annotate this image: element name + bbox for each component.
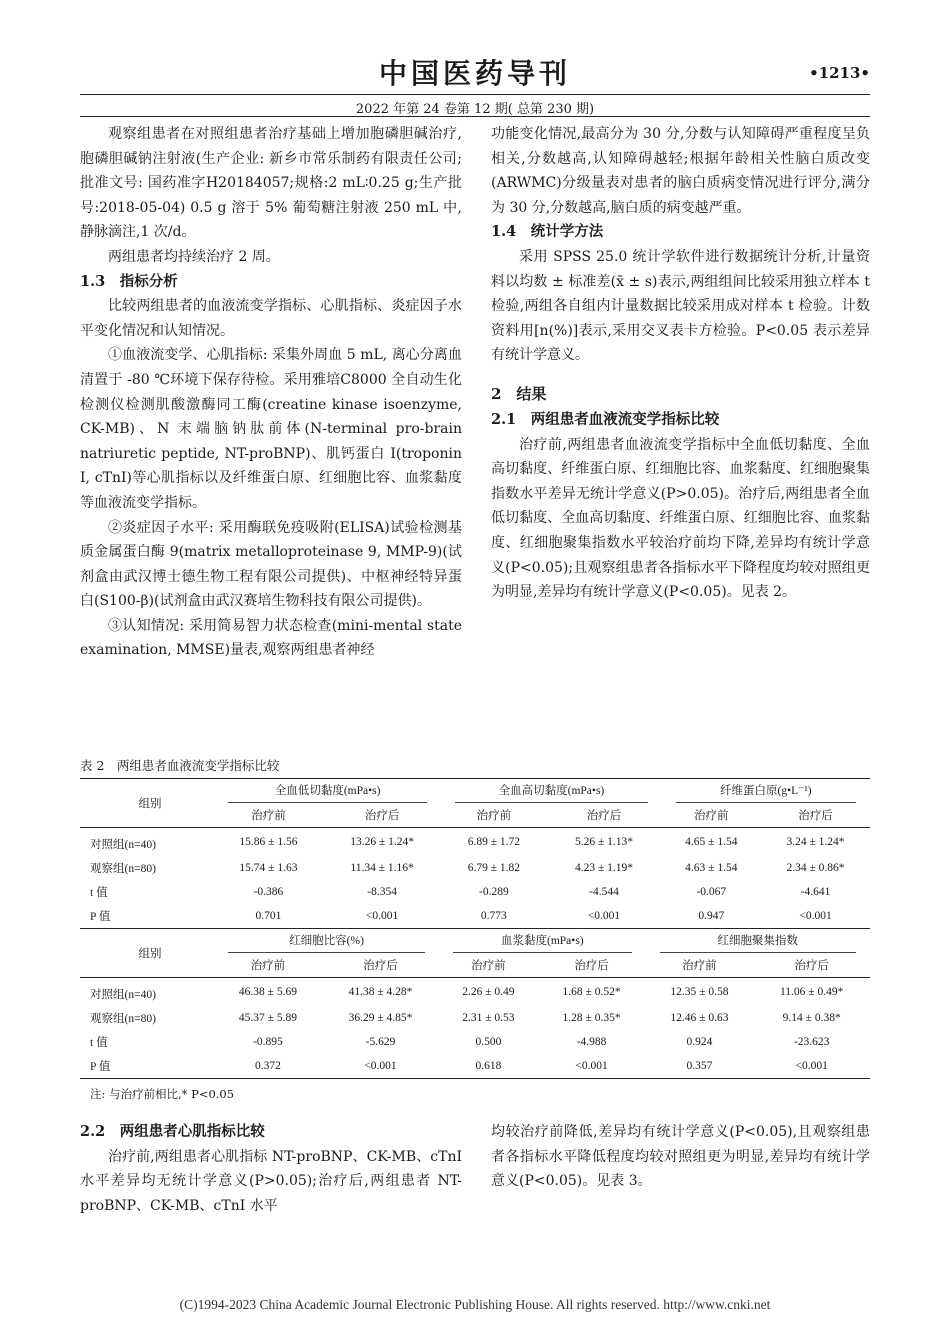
lower-right-column [491,1120,870,1194]
header-rule [80,94,870,95]
column-subheader: 治疗前 [214,803,323,828]
table-row [80,978,870,1007]
table-cell: 13.26 ± 1.24* [350,836,415,848]
table-cell: -0.895 [253,1036,283,1048]
column-group-header: 红细胞比容(%) [228,930,425,953]
column-group-header: 纤维蛋白原(g•L⁻¹) [676,780,856,803]
paragraph: 治疗前,两组患者血液流变学指标中全血低切黏度、全血高切黏度、纤维蛋白原、红细胞比容、血浆黏度、红细胞聚集指数水平差异无统计学意义(P>0.05)。治疗后,两组患者全血低切黏度、全血高切黏度、纤维蛋白原、红细胞比容、血浆黏度、红细胞聚集指数水平较治疗前均下降,差异均有统计学意义(P<0.05);且观察组患者各指标水平下降程度均较对照组更为明显,差异均有统计学意义(P<0.05)。见表 2。 [491,436,870,601]
table-cell: 11.06 ± 0.49* [779,986,844,998]
table-cell: 12.35 ± 0.58 [670,986,729,998]
table-cell: <0.001 [753,1054,870,1079]
group-header: 组别 [80,779,214,828]
row-label: 对照组(n=40) [90,989,156,1001]
table-cell: -8.354 [367,886,397,898]
row-label: P 值 [80,904,214,929]
table-cell: <0.001 [761,904,870,929]
table-cell: -4.544 [589,886,619,898]
table-cell: 2.26 ± 0.49 [462,986,515,998]
paragraph: ②炎症因子水平: 采用酶联免疫吸附(ELISA)试验检测基质金属蛋白酶 9(matrix metalloproteinase 9, MMP-9)(试剂盒由武汉博士德生物工程有限公司提供)、中枢神经特异蛋白(S100-β)(试剂盒由武汉赛培生物科技有限公司提供)。 [80,519,462,610]
table-cell: 0.618 [439,1054,537,1079]
column-subheader: 治疗后 [546,803,661,828]
table-cell: 3.24 ± 1.24* [786,836,845,848]
table-cell: 0.924 [686,1036,713,1048]
paragraph: 功能变化情况,最高分为 30 分,分数与认知障碍严重程度呈负相关,分数越高,认知障碍越轻;根据年龄相关性脑白质改变(ARWMC)分级量表对患者的脑白质病变情况进行评分,满分为 30 分,分数越高,脑白质的病变越严重。 [491,126,870,216]
issue-line: 2022 年第 24 卷第 12 期( 总第 230 期) [355,102,595,117]
paragraph: 两组患者均持续治疗 2 周。 [108,248,280,265]
table-cell: 9.14 ± 0.38* [782,1012,841,1024]
table-cell: 0.947 [662,904,761,929]
right-column [491,122,870,605]
section-heading: 1.3 指标分析 [80,272,178,290]
section-heading: 2 结果 [491,384,547,403]
table-row [80,856,870,880]
table-cell: 15.86 ± 1.56 [239,836,298,848]
column-group-header: 全血高切黏度(mPa•s) [455,780,647,803]
table-cell: 2.31 ± 0.53 [462,1012,515,1024]
table-cell: 11.34 ± 1.16* [350,862,414,874]
table-cell: <0.001 [538,1054,646,1079]
section-heading: 1.4 统计学方法 [491,223,604,241]
left-column [80,122,462,663]
paragraph: 观察组患者在对照组患者治疗基础上增加胞磷胆碱治疗,胞磷胆碱钠注射液(生产企业: 新乡市常乐制药有限责任公司; 批准文号: 国药准字H20184057;规格:2 mL∶0.25 g;生产批号:2018-05-04) 0.5 g 溶于 5% 葡萄糖注射液 250 mL 中,静脉滴注,1 次/d。 [80,126,462,241]
table-cell: 0.701 [214,904,323,929]
table-row [80,828,870,857]
table2-block-2 [80,928,870,1079]
journal-title: 中国医药导刊 [378,57,571,90]
table-cell: 1.68 ± 0.52* [562,986,621,998]
row-label: 观察组(n=80) [90,863,156,875]
table-cell: 0.372 [214,1054,322,1079]
table-cell: -0.289 [479,886,509,898]
table-cell: <0.001 [323,904,441,929]
column-subheader: 治疗后 [753,953,870,978]
paragraph: 采用 SPSS 25.0 统计学软件进行数据统计分析,计量资料以均数 ± 标准差(x̄ ± s)表示,两组组间比较采用独立样本 t 检验,两组各自组内计量数据比较采用成对样本 t 检验。计数资料用[n(%)]表示,采用交叉表卡方检验。P<0.05 表示差异有统计学意义。 [491,248,870,364]
table-cell: 4.23 ± 1.19* [574,862,634,874]
section-heading: 2.1 两组患者血液流变学指标比较 [491,410,720,428]
paragraph: ③认知情况: 采用简易智力状态检查(mini-mental state examination, MMSE)量表,观察两组患者神经 [80,617,462,659]
table-cell: 46.38 ± 5.69 [238,986,297,998]
row-label: t 值 [90,887,108,899]
table-cell: 45.37 ± 5.89 [238,1012,297,1024]
column-subheader: 治疗后 [761,803,870,828]
section-heading: 2.2 两组患者心肌指标比较 [80,1123,265,1140]
table-cell: 6.79 ± 1.82 [467,862,521,874]
paragraph: 治疗前,两组患者心肌指标 NT-proBNP、CK-MB、cTnI 水平差异均无统计学意义(P>0.05);治疗后,两组患者 NT-proBNP、CK-MB、cTnI 水平 [80,1148,462,1214]
table-cell: 1.28 ± 0.35* [562,1012,621,1024]
table-cell: -4.641 [800,886,831,898]
group-header: 组别 [80,929,214,978]
header-rule-lower [80,116,870,117]
table-row [80,904,870,929]
table-cell: 0.500 [475,1036,502,1048]
table-cell: 12.46 ± 0.63 [670,1012,729,1024]
table-cell: 2.34 ± 0.86* [786,862,845,874]
table-caption: 表 2 两组患者血液流变学指标比较 [80,758,280,773]
table-row [80,880,870,904]
copyright-footer: (C)1994-2023 China Academic Journal Electronic Publishing House. All rights reserved. http://www.cnki.net [179,1297,771,1312]
table-note: 注: 与治疗前相比,* P<0.05 [90,1087,235,1101]
paragraph: 比较两组患者的血液流变学指标、心肌指标、炎症因子水平变化情况和认知情况。 [80,298,462,339]
table-row [80,1030,870,1054]
column-subheader: 治疗后 [322,953,439,978]
column-subheader: 治疗后 [538,953,646,978]
table-cell: 0.357 [646,1054,754,1079]
page-number: •1213• [809,64,870,82]
paragraph: ①血液流变学、心肌指标: 采集外周血 5 mL, 离心分离血清置于 -80 ℃环境下保存待检。采用雅培C8000 全自动生化检测仪检测肌酸激酶同工酶(creatine kinase isoenzyme, CK-MB)、N 末端脑钠肽前体(N-terminal pro-brain natriuretic peptide, NT-proBNP)、肌钙蛋白 I(troponin I, cTnI)等心肌指标以及纤维蛋白原、红细胞比容、血浆黏度等血液流变学指标。 [80,347,462,511]
table-cell: 4.65 ± 1.54 [685,836,738,848]
column-subheader: 治疗前 [214,953,322,978]
column-group-header: 全血低切黏度(mPa•s) [228,780,427,803]
table-cell: -4.988 [576,1036,607,1048]
lower-left-column [80,1120,462,1218]
table-cell: 4.63 ± 1.54 [685,862,738,874]
table-cell: 36.29 ± 4.85* [348,1012,413,1024]
table-cell: -5.629 [365,1036,396,1048]
column-subheader: 治疗前 [662,803,761,828]
column-subheader: 治疗前 [439,953,537,978]
paragraph: 均较治疗前降低,差异均有统计学意义(P<0.05),且观察组患者各指标水平降低程度均较对照组更为明显,差异均有统计学意义(P<0.05)。见表 3。 [491,1124,870,1190]
table-row [80,1054,870,1079]
table-cell: 15.74 ± 1.63 [239,862,298,874]
row-label: 对照组(n=40) [90,839,156,851]
row-label: P 值 [80,1054,214,1079]
table-cell: -0.067 [696,886,727,898]
table-cell: 6.89 ± 1.72 [467,836,521,848]
table2-block-1 [80,778,870,929]
table-cell: 41.38 ± 4.28* [348,986,413,998]
table-cell: 5.26 ± 1.13* [574,836,634,848]
row-label: 观察组(n=80) [90,1013,156,1025]
table-row [80,1006,870,1030]
row-label: t 值 [90,1037,108,1049]
table-cell: -23.623 [793,1036,830,1048]
column-subheader: 治疗前 [646,953,754,978]
column-group-header: 红细胞聚集指数 [660,930,857,953]
column-group-header: 血浆黏度(mPa•s) [453,930,631,953]
table-cell: -0.386 [253,886,284,898]
table-cell: <0.001 [546,904,661,929]
table-cell: 0.773 [441,904,546,929]
column-subheader: 治疗前 [441,803,546,828]
table-cell: <0.001 [322,1054,439,1079]
column-subheader: 治疗后 [323,803,441,828]
